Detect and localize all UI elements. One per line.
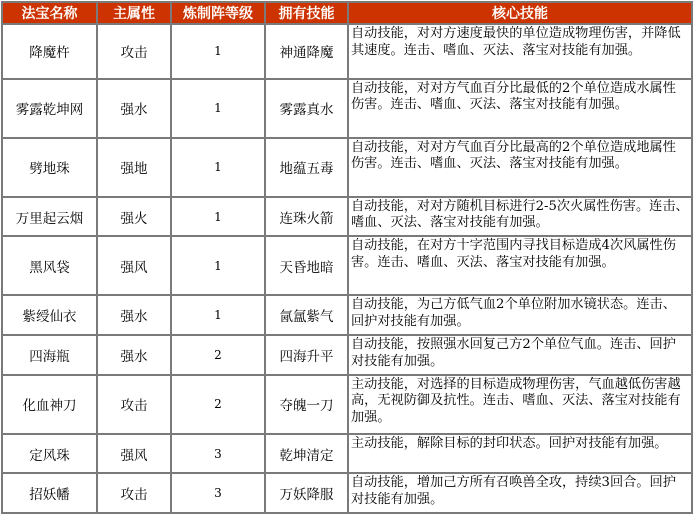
fabao-level: 3 — [172, 435, 264, 473]
fabao-name: 招妖幡 — [3, 474, 96, 512]
fabao-skill: 连珠火箭 — [266, 198, 347, 236]
fabao-name: 化血神刀 — [3, 376, 96, 433]
fabao-attr: 攻击 — [98, 376, 170, 433]
header-attr: 主属性 — [98, 3, 170, 23]
header-skill: 拥有技能 — [266, 3, 347, 23]
fabao-level: 1 — [172, 296, 264, 334]
fabao-level: 2 — [172, 336, 264, 374]
fabao-level: 1 — [172, 139, 264, 196]
table-row — [3, 80, 691, 137]
fabao-skill: 神通降魔 — [266, 25, 347, 78]
fabao-skill: 地蕴五毒 — [266, 139, 347, 196]
fabao-level: 1 — [172, 80, 264, 137]
fabao-skill: 万妖降服 — [266, 474, 347, 512]
fabao-skill: 四海升平 — [266, 336, 347, 374]
fabao-name: 定风珠 — [3, 435, 96, 473]
fabao-attr: 攻击 — [98, 25, 170, 78]
fabao-desc: 自动技能，按照强水回复己方2个单位气血。连击、回护对技能有加强。 — [349, 336, 691, 374]
table-row — [3, 198, 691, 236]
fabao-attr: 强风 — [98, 237, 170, 294]
fabao-attr: 强水 — [98, 336, 170, 374]
fabao-skill: 夺魄一刀 — [266, 376, 347, 433]
table-row — [3, 376, 691, 433]
fabao-level: 3 — [172, 474, 264, 512]
fabao-level: 1 — [172, 25, 264, 78]
fabao-level: 2 — [172, 376, 264, 433]
table-row — [3, 139, 691, 196]
table-header-row — [3, 3, 691, 23]
fabao-desc: 自动技能，对对方气血百分比最低的2个单位造成水属性伤害。连击、嗜血、灭法、落宝对技能有加强。 — [349, 80, 691, 137]
header-level: 炼制阵等级 — [172, 3, 264, 23]
fabao-desc: 自动技能，为己方低气血2个单位附加水镜状态。连击、回护对技能有加强。 — [349, 296, 691, 334]
fabao-attr: 强风 — [98, 435, 170, 473]
header-name: 法宝名称 — [3, 3, 96, 23]
fabao-name: 劈地珠 — [3, 139, 96, 196]
fabao-skill: 乾坤清定 — [266, 435, 347, 473]
table-row — [3, 435, 691, 473]
fabao-name: 四海瓶 — [3, 336, 96, 374]
fabao-level: 1 — [172, 237, 264, 294]
fabao-name: 雾露乾坤网 — [3, 80, 96, 137]
fabao-desc: 自动技能，对对方速度最快的单位造成物理伤害，并降低其速度。连击、嗜血、灭法、落宝对技能有加强。 — [349, 25, 691, 78]
table-row — [3, 336, 691, 374]
fabao-attr: 强水 — [98, 296, 170, 334]
fabao-attr: 强地 — [98, 139, 170, 196]
table-row — [3, 474, 691, 512]
header-core-skill: 核心技能 — [349, 3, 691, 23]
fabao-desc: 自动技能，对对方随机目标进行2-5次火属性伤害。连击、嗜血、灭法、落宝对技能有加强。 — [349, 198, 691, 236]
fabao-attr: 强水 — [98, 80, 170, 137]
fabao-name: 紫绶仙衣 — [3, 296, 96, 334]
fabao-desc: 自动技能，增加己方所有召唤兽全攻，持续3回合。回护对技能有加强。 — [349, 474, 691, 512]
fabao-table — [1, 1, 693, 514]
table-row — [3, 25, 691, 78]
fabao-desc: 自动技能，在对方十字范围内寻找目标造成4次风属性伤害。连击、嗜血、灭法、落宝对技能有加强。 — [349, 237, 691, 294]
fabao-desc: 主动技能，对选择的目标造成物理伤害，气血越低伤害越高，无视防御及抗性。连击、嗜血、灭法、落宝对技能有加强。 — [349, 376, 691, 433]
fabao-name: 降魔杵 — [3, 25, 96, 78]
fabao-skill: 天昏地暗 — [266, 237, 347, 294]
table-row — [3, 237, 691, 294]
fabao-desc: 自动技能，对对方气血百分比最高的2个单位造成地属性伤害。连击、嗜血、灭法、落宝对技能有加强。 — [349, 139, 691, 196]
fabao-name: 万里起云烟 — [3, 198, 96, 236]
fabao-attr: 强火 — [98, 198, 170, 236]
table-row — [3, 296, 691, 334]
fabao-skill: 氤氲紫气 — [266, 296, 347, 334]
fabao-skill: 雾露真水 — [266, 80, 347, 137]
fabao-level: 1 — [172, 198, 264, 236]
fabao-attr: 攻击 — [98, 474, 170, 512]
fabao-name: 黑风袋 — [3, 237, 96, 294]
fabao-desc: 主动技能，解除目标的封印状态。回护对技能有加强。 — [349, 435, 691, 473]
